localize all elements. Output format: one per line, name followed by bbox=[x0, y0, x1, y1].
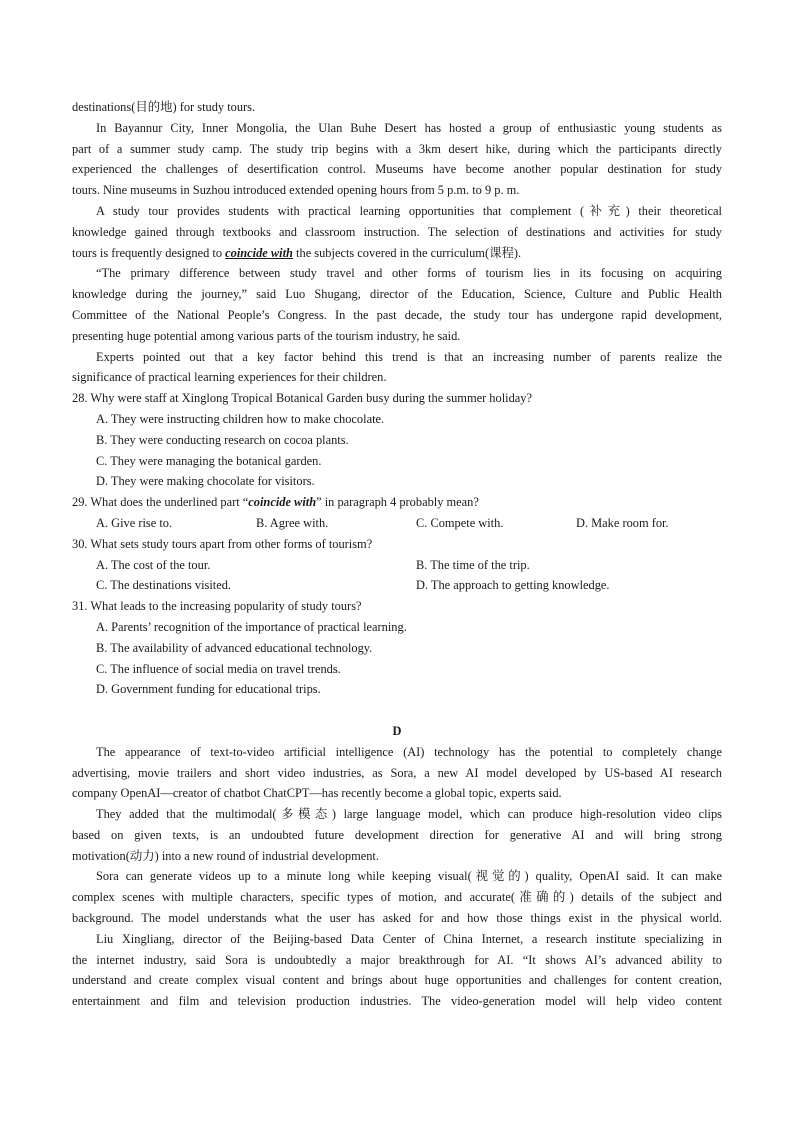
passage-text: tours is frequently designed to bbox=[72, 245, 226, 260]
passage-line: In Bayannur City, Inner Mongolia, the Ulan Buhe Desert has hosted a group of enthusiastic young students as bbox=[96, 120, 722, 135]
answer-option: B. The time of the trip. bbox=[416, 557, 530, 572]
passage-line: Experts pointed out that a key factor behind this trend is that an increasing number of parents realize the bbox=[96, 349, 722, 364]
answer-option: D. The approach to getting knowledge. bbox=[416, 578, 610, 593]
passage-line: tours. Nine museums in Suzhou introduced extended opening hours from 5 p.m. to 9 p. m. bbox=[72, 183, 520, 198]
exam-page bbox=[72, 97, 722, 1012]
answer-option: D. Government funding for educational trips. bbox=[96, 682, 321, 697]
question-stem bbox=[72, 492, 722, 513]
answer-option: B. Agree with. bbox=[256, 515, 329, 530]
passage-line: knowledge during the journey,” said Luo Shugang, director of the Education, Science, Culture and Public Health bbox=[72, 287, 722, 302]
answer-option: B. The availability of advanced educational technology. bbox=[96, 640, 373, 655]
question-stem: 31. What leads to the increasing popularity of study tours? bbox=[72, 599, 362, 614]
answer-option: D. Make room for. bbox=[576, 515, 669, 530]
answer-option: C. Compete with. bbox=[416, 515, 504, 530]
passage-line: experienced the challenges of desertification control. Museums have become another popular destination for study bbox=[72, 162, 722, 177]
passage-line: Sora can generate videos up to a minute long while keeping visual(视觉的) quality, OpenAI said. It can make bbox=[96, 869, 722, 884]
passage-line: part of a summer study camp. The study trip begins with a 3km desert hike, during which the participants directly bbox=[72, 141, 722, 156]
passage-line: knowledge gained through textbooks and classroom instruction. The selection of destinations and activities for study bbox=[72, 224, 722, 239]
passage-line: destinations(目的地) for study tours. bbox=[72, 100, 256, 114]
passage-line: Committee of the National People’s Congress. In the past decade, the study tour has undergone rapid development, bbox=[72, 307, 722, 322]
answer-option: A. Parents’ recognition of the importance of practical learning. bbox=[96, 619, 407, 634]
answer-option: A. Give rise to. bbox=[96, 515, 173, 530]
passage-line: motivation(动力) into a new round of industrial development. bbox=[72, 848, 379, 863]
option-row bbox=[72, 575, 722, 596]
question-text: 29. What does the underlined part “ bbox=[72, 495, 249, 510]
answer-option: A. The cost of the tour. bbox=[96, 557, 211, 572]
section-heading: D bbox=[392, 723, 402, 738]
answer-option: C. The influence of social media on travel trends. bbox=[96, 661, 341, 676]
answer-option: C. The destinations visited. bbox=[96, 578, 232, 593]
passage-line: complex scenes with multiple characters, specific types of motion, and accurate(准确的) details of the subject and bbox=[72, 890, 722, 905]
question-stem: 30. What sets study tours apart from other forms of tourism? bbox=[72, 536, 373, 551]
passage-line: The appearance of text-to-video artificial intelligence (AI) technology has the potential to completely change bbox=[96, 744, 722, 759]
question-text: ” in paragraph 4 probably mean? bbox=[316, 495, 479, 510]
passage-line: based on given texts, is an undoubted future development direction for generative AI and will bring strong bbox=[72, 827, 722, 842]
passage-line: background. The model understands what the user has asked for and how those things exist in the physical world. bbox=[72, 911, 722, 926]
section-gap bbox=[72, 700, 722, 721]
passage-line: advertising, movie trailers and short video industries, as Sora, a new AI model developed by US-based AI research bbox=[72, 765, 722, 780]
passage-line: presenting huge potential among various parts of the tourism industry, he said. bbox=[72, 328, 461, 343]
answer-option: B. They were conducting research on cocoa plants. bbox=[96, 432, 349, 447]
answer-option: A. They were instructing children how to make chocolate. bbox=[96, 411, 385, 426]
passage-line: A study tour provides students with practical learning opportunities that complement (补充) their theoretical bbox=[96, 203, 722, 218]
passage-line: understand and create complex visual content and brings about huge opportunities and challenges for content creation, bbox=[72, 973, 722, 988]
passage-text: the subjects covered in the curriculum(课程). bbox=[292, 245, 522, 260]
passage-line: “The primary difference between study travel and other forms of tourism lies in its focusing on acquiring bbox=[96, 266, 722, 281]
answer-option: C. They were managing the botanical garden. bbox=[96, 453, 322, 468]
passage-line: They added that the multimodal(多模态) large language model, which can produce high-resolution video clips bbox=[96, 807, 722, 822]
passage-line bbox=[72, 243, 722, 264]
passage-line: the internet industry, said Sora is undoubtedly a major breakthrough for AI. “It shows AI’s advanced ability to bbox=[72, 952, 722, 967]
option-row bbox=[72, 555, 722, 576]
passage-line: Liu Xingliang, director of the Beijing-based Data Center of China Internet, a research institute specializing in bbox=[96, 931, 722, 946]
option-row bbox=[72, 513, 722, 534]
passage-line: entertainment and film and television production industries. The video-generation model will help video content bbox=[72, 994, 722, 1009]
quoted-phrase: coincide with bbox=[248, 495, 317, 510]
passage-line: company OpenAI—creator of chatbot ChatCPT—has recently become a global topic, experts said. bbox=[72, 786, 562, 801]
passage-line: significance of practical learning experiences for their children. bbox=[72, 370, 387, 385]
underlined-phrase: coincide with bbox=[225, 245, 293, 260]
answer-option: D. They were making chocolate for visitors. bbox=[96, 474, 315, 489]
question-stem: 28. Why were staff at Xinglong Tropical Botanical Garden busy during the summer holiday? bbox=[72, 391, 532, 406]
